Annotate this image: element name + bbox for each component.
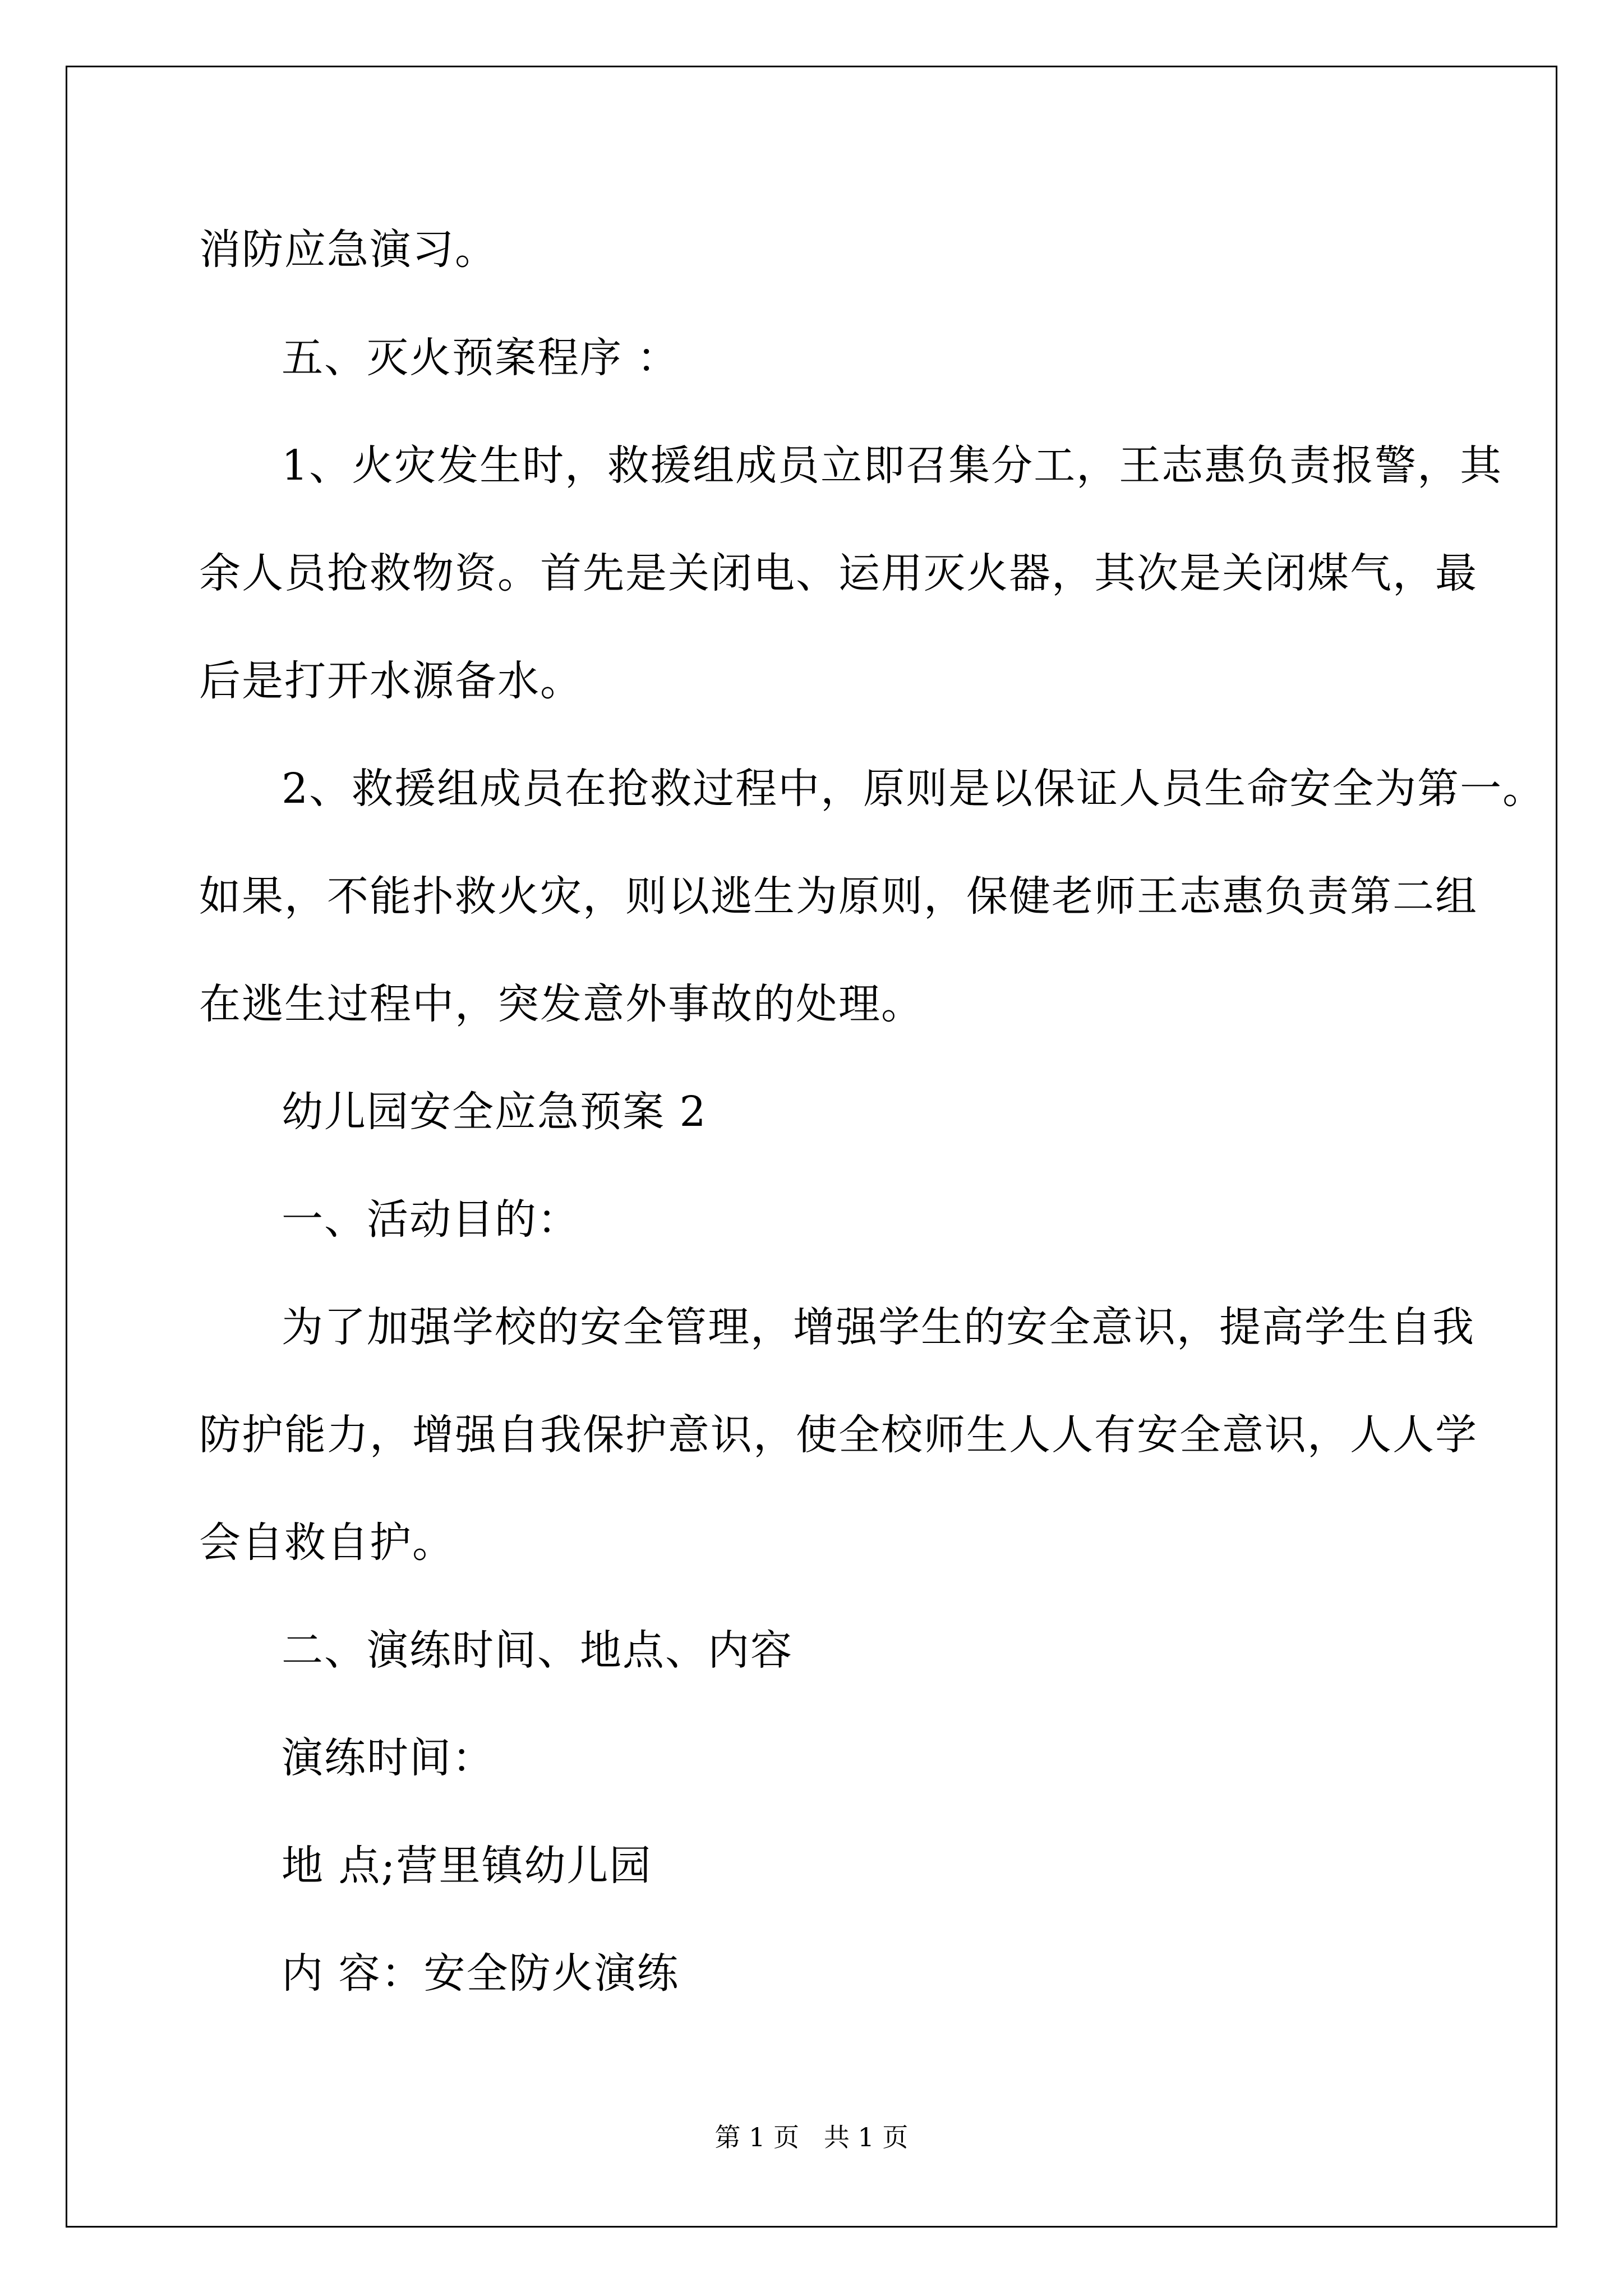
text-line-6: 2、救援组成员在抢救过程中，原则是以保证人员生命安全为第一。	[282, 765, 1546, 813]
drill-content: 内 容：安全防火演练	[282, 1949, 680, 1998]
text-line-4: 余人员抢救物资。首先是关闭电、运用灭火器，其次是关闭煤气，最	[199, 549, 1478, 597]
text-line-3: 1、火灾发生时，救援组成员立即召集分工，王志惠负责报警，其	[282, 441, 1503, 490]
text-line-11: 为了加强学校的安全管理，增强学生的安全意识，提高学生自我	[282, 1303, 1475, 1351]
document-subtitle: 幼儿园安全应急预案 2	[282, 1088, 707, 1136]
text-line-1: 消防应急演习。	[199, 226, 497, 274]
text-line-12: 防护能力，增强自我保护意识，使全校师生人人有安全意识，人人学	[199, 1411, 1478, 1459]
section-heading-2: 二、演练时间、地点、内容	[282, 1626, 793, 1674]
drill-location: 地 点;营里镇幼儿园	[282, 1842, 652, 1890]
drill-time: 演练时间：	[282, 1734, 495, 1782]
page-number-footer: 第 1 页 共 1 页	[714, 2122, 909, 2152]
section-heading-1: 一、活动目的：	[282, 1195, 580, 1244]
page-border	[66, 66, 1557, 2228]
section-heading-5: 五、灭火预案程序 ：	[282, 334, 680, 382]
text-line-7: 如果，不能扑救火灾，则以逃生为原则，保健老师王志惠负责第二组	[199, 872, 1478, 921]
text-line-8: 在逃生过程中，突发意外事故的处理。	[199, 980, 924, 1028]
text-line-13: 会自救自护。	[199, 1519, 455, 1567]
text-line-5: 后是打开水源备水。	[199, 657, 583, 705]
